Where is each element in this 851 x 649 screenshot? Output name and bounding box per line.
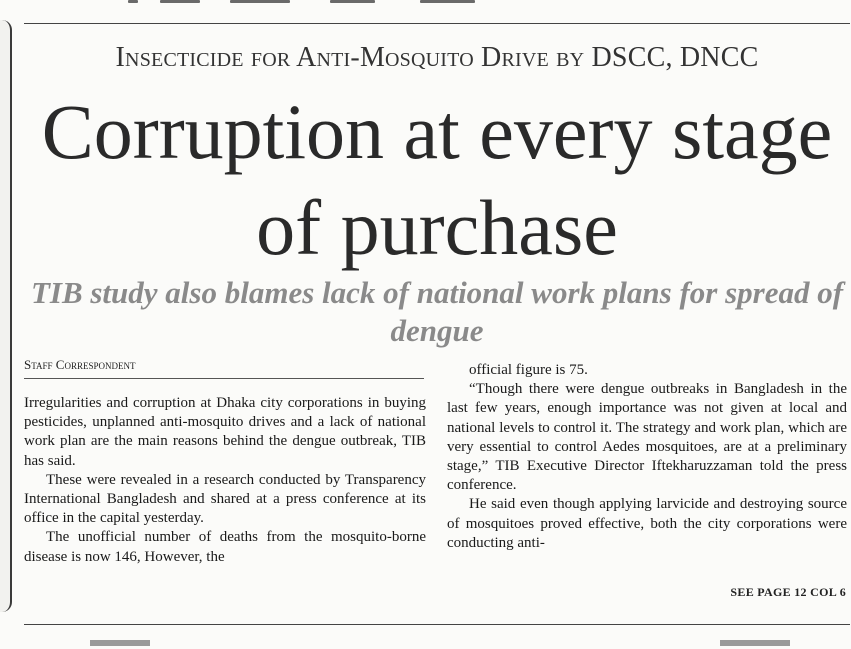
paragraph: official figure is 75. — [469, 362, 588, 378]
continuation-note: SEE PAGE 12 COL 6 — [730, 585, 846, 599]
main-headline: Corruption at every stage of purchase — [41, 88, 833, 271]
paragraph: “Though there were dengue outbreaks in Bangladesh in the last few years, enough importance was not given at local and national levels to control it. The strategy and work plan, which are very essential to control Aedes mosquitoes, are at a preliminary stage,” TIB Executive Director Iftekharuzzaman told the press conference. — [447, 381, 847, 494]
bottom-rule — [24, 624, 850, 625]
byline: Staff Correspondent — [24, 357, 424, 379]
kicker-headline: Insecticide for Anti-Mosquito Drive by DSCC, DNCC — [115, 42, 759, 73]
paragraph: These were revealed in a research conducted by Transparency International Bangladesh and shared at a press conference at its office in the capital yesterday. — [24, 471, 426, 527]
page-edge — [0, 20, 12, 612]
cropped-text-fragment — [720, 640, 790, 646]
top-rule — [24, 23, 850, 24]
paragraph: Irregularities and corruption at Dhaka city corporations in buying pesticides, unplanned anti-mosquito drives and a lack of national work plan are the main reasons behind the dengue outbreak, TIB has said. — [24, 395, 426, 469]
cropped-text-fragment — [90, 640, 150, 646]
article-column-right — [447, 361, 847, 553]
article-column-left — [24, 394, 426, 567]
sub-headline: TIB study also blames lack of national work plans for spread of dengue — [30, 275, 844, 348]
cropped-text-fragment — [0, 0, 851, 5]
paragraph: He said even though applying larvicide and destroying source of mosquitoes proved effective, both the city corporations were conducting anti- — [447, 496, 847, 551]
paragraph: The unofficial number of deaths from the mosquito-borne disease is now 146, However, the — [24, 529, 426, 565]
